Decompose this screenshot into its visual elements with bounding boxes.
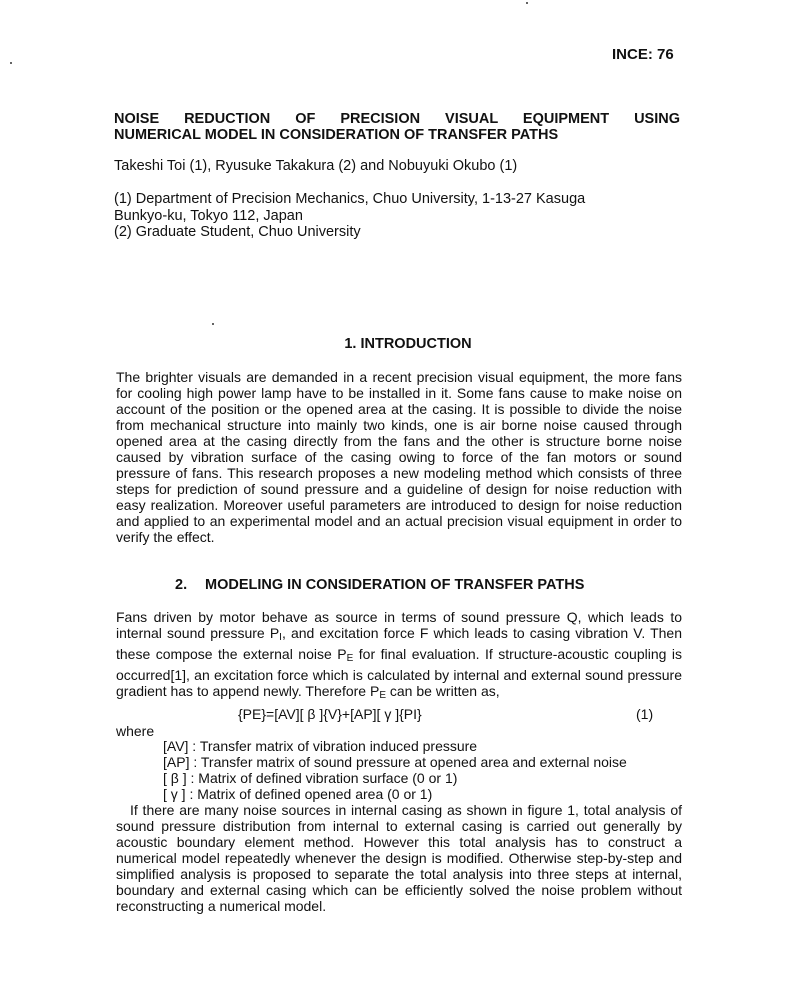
definition-list bbox=[163, 738, 627, 802]
text-run: Fans driven by motor behave as source in terms of sound pressure Q, which leads to internal sound pressure P bbox=[116, 609, 682, 641]
definition-item: [AV] : Transfer matrix of vibration induced pressure bbox=[163, 738, 478, 754]
section-heading-modeling bbox=[175, 577, 584, 593]
text-run: can be written as, bbox=[386, 683, 500, 699]
scan-speck bbox=[526, 2, 528, 4]
affiliation-line: (2) Graduate Student, Chuo University bbox=[114, 224, 361, 240]
subscript: E bbox=[379, 690, 386, 701]
definition-item: [AP] : Transfer matrix of sound pressure at opened area and external noise bbox=[163, 754, 627, 770]
equation-1: {PE}=[AV][ β ]{V}+[AP][ γ ]{PI} bbox=[238, 706, 422, 722]
subscript: E bbox=[346, 653, 354, 664]
modeling-paragraph bbox=[116, 609, 682, 704]
affiliation-line: (1) Department of Precision Mechanics, Chuo University, 1-13-27 Kasuga bbox=[114, 191, 586, 207]
analysis-paragraph: If there are many noise sources in internal casing as shown in figure 1, total analysis of sound pressure distribution from internal to external casing is carried out generally by acoustic boundary element method. However this total analysis has to construct a numerical model repeatedly whenever the design is modified. Otherwise step-by-step and simplified analysis is proposed to separate the total analysis into three steps at internal, boundary and external casing which can be efficiently solved the noise problem without reconstructing a numerical model. bbox=[116, 802, 682, 914]
paper-title-line2: NUMERICAL MODEL IN CONSIDERATION OF TRANSFER PATHS bbox=[114, 127, 559, 143]
introduction-paragraph: The brighter visuals are demanded in a recent precision visual equipment, the more fans for cooling high power lamp have to be installed in it. Some fans cause to make noise on account of the position or the opened area at the casing. It is possible to divide the noise from mechanical structure into mainly two kinds, one is air borne noise caused through opened area at the casing directly from the fans and the other is structure borne noise caused by vibration surface of the casing owing to force of the fan motors or sound pressure of fans. This research proposes a new modeling method which consists of three steps for prediction of sound pressure and a guideline of design for noise reduction with easy realization. Moreover useful parameters are introduced to design for noise reduction and applied to an experimental model and an actual precision visual equipment in order to verify the effect. bbox=[116, 369, 682, 545]
author-list: Takeshi Toi (1), Ryusuke Takakura (2) and Nobuyuki Okubo (1) bbox=[114, 158, 518, 174]
definition-item: [ β ] : Matrix of defined vibration surface (0 or 1) bbox=[163, 770, 458, 786]
scan-speck bbox=[10, 62, 12, 64]
definition-item: [ γ ] : Matrix of defined opened area (0 or 1) bbox=[163, 786, 433, 802]
where-label: where bbox=[116, 723, 155, 739]
affiliations bbox=[114, 191, 674, 241]
paper-title-line1: NOISE REDUCTION OF PRECISION VISUAL EQUIPMENT USING bbox=[114, 111, 680, 127]
subscript: I bbox=[279, 632, 282, 643]
text-run: for final evaluation. If structure-acoustic coupling is occurred[1], an excitation force which is calculated by internal and external sound pressure gradient has to append newly. Therefore P bbox=[116, 646, 682, 699]
page-id: INCE: 76 bbox=[612, 46, 674, 63]
section-heading-introduction: 1. INTRODUCTION bbox=[344, 336, 472, 352]
scan-speck bbox=[212, 323, 214, 325]
affiliation-line: Bunkyo-ku, Tokyo 112, Japan bbox=[114, 207, 303, 224]
section-title: MODELING IN CONSIDERATION OF TRANSFER PATHS bbox=[205, 577, 585, 593]
text-run: , and excitation force F which leads to casing vibration V. Then these compose the external noise P bbox=[116, 625, 683, 662]
section-number: 2. bbox=[175, 577, 188, 593]
equation-number: (1) bbox=[636, 706, 654, 722]
